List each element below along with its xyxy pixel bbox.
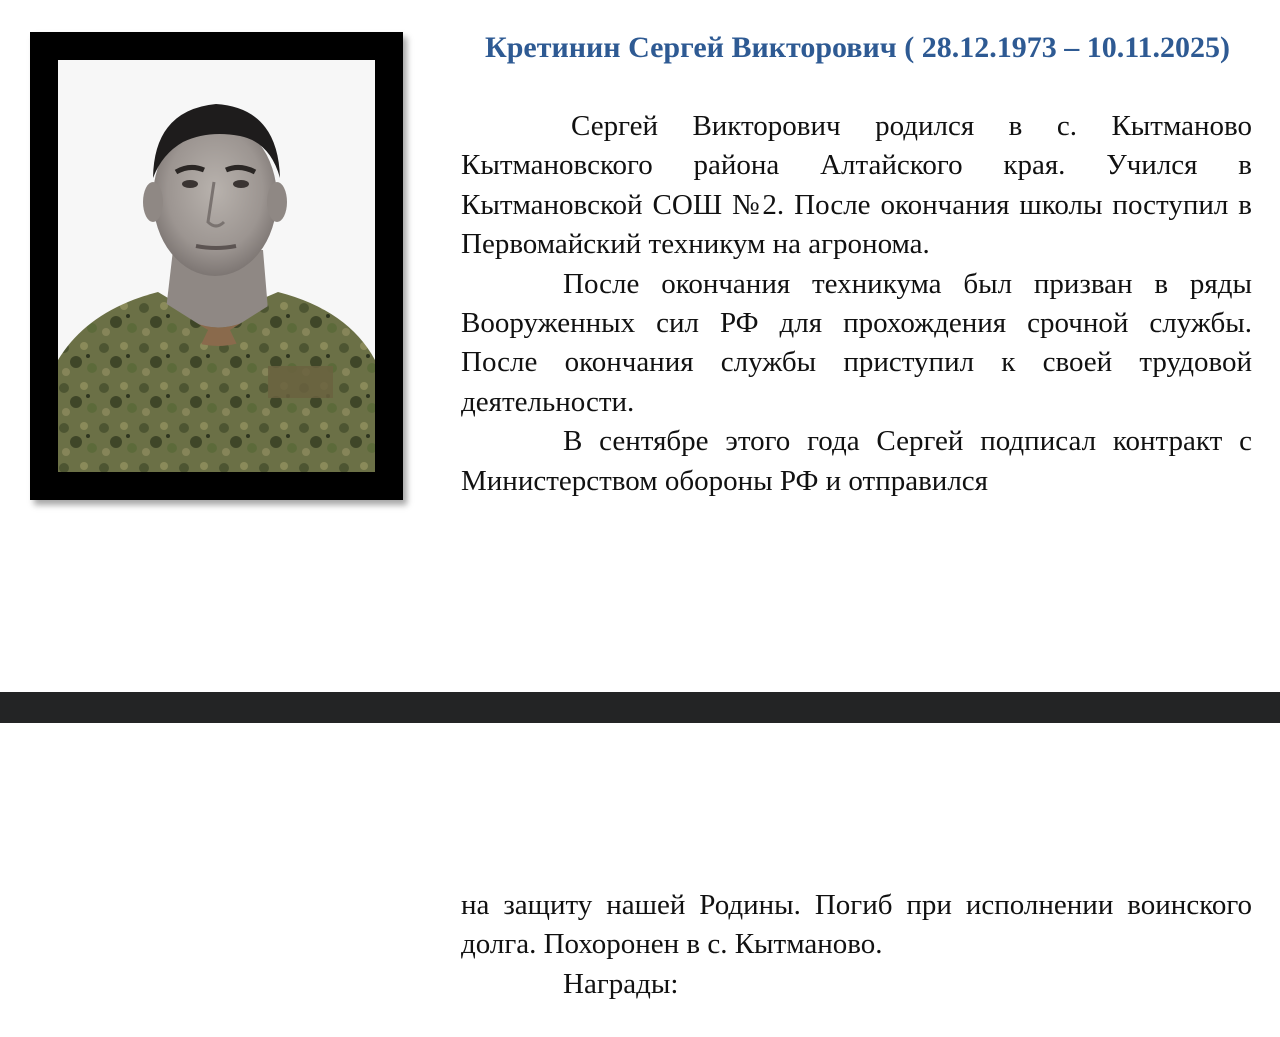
paragraph-service: После окончания техникума был призван в ряды Вооруженных сил РФ для прохождения срочной службы. После окончания службы приступил к своей трудовой деятельности. [461,267,1252,418]
biography-text-page2 [461,886,1252,965]
paragraph-continuation: на защиту нашей Родины. Погиб при исполнении воинского долга. Похоронен в с. Кытманово. [461,889,1252,961]
paragraph-birth: Сергей Викторович родился в с. Кытманово Кытмановского района Алтайского края. Учился в Кытмановской СОШ №2. После окончания школы поступил в Первомайский техникум на агронома. [461,110,1252,261]
portrait-image [58,60,375,472]
page-separator [0,692,1280,723]
paragraph-contract: В сентябре этого года Сергей подписал контракт с Министерством обороны РФ и отправился [461,425,1252,497]
memorial-photo-frame [30,32,403,500]
awards-label: Награды: [563,968,679,1000]
page-title: Кретинин Сергей Викторович ( 28.12.1973 – 10.11.2025) [484,31,1231,64]
biography-text-page1 [461,107,1252,501]
portrait-photo [58,60,375,472]
